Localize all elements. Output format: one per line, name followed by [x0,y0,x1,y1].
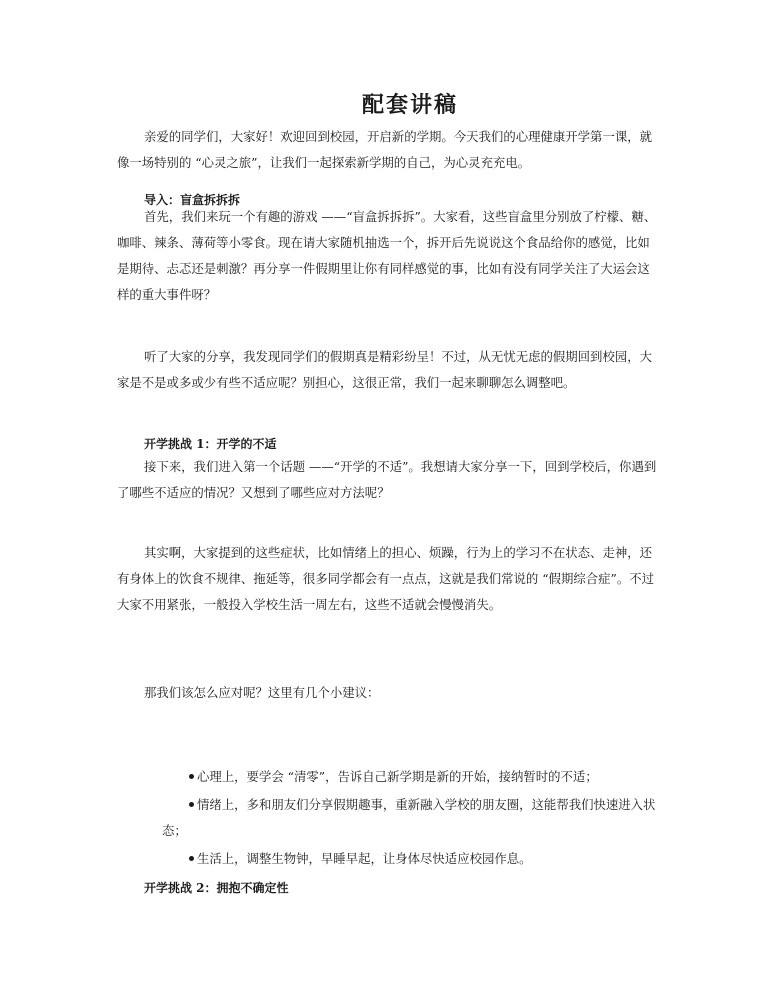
intro-paragraph: 亲爱的同学们，大家好！欢迎回到校园，开启新的学期。今天我们的心理健康开学第一课，就像一场特别的 “心灵之旅”，让我们一起探索新学期的自己，为心灵充充电。 [117,129,653,170]
suggestions-intro-paragraph: 那我们该怎么应对呢？这里有几个小建议： [144,685,380,700]
game-paragraph: 首先，我们来玩一个有趣的游戏 ——“盲盒拆拆拆”。大家看，这些盲盒里分别放了柠檬、糖、咖啡、辣条、薄荷等小零食。现在请大家随机抽选一个，拆开后先说说这个食品给你的感觉，比如是期待、忐忑还是刺激？再分享一件假期里让你有同样感觉的事，比如有没有同学关注了大运会这样的重大事件呀？ [117,209,657,302]
section-heading-intro: 导入：盲盒拆拆拆 [144,193,241,207]
bullet-icon [189,856,194,861]
list-item-text: 生活上，调整生物钟，早睡早起，让身体尽快适应校园作息。 [197,851,532,866]
bullet-icon [189,774,194,779]
list-item [162,792,656,844]
discomfort-question-paragraph: 接下来，我们进入第一个话题 ——“开学的不适”。我想请大家分享一下，回到学校后，你遇到了哪些不适应的情况？又想到了哪些应对方法呢？ [117,459,657,500]
list-item-text: 心理上，要学会 “清零”，告诉自己新学期是新的开始，接纳暂时的不适； [197,769,598,784]
section-heading-challenge-2: 开学挑战 2：拥抱不确定性 [144,881,289,895]
reflection-paragraph: 听了大家的分享，我发现同学们的假期真是精彩纷呈！不过，从无忧无虑的假期回到校园，大家是不是或多或少有些不适应呢？别担心，这很正常，我们一起来聊聊怎么调整吧。 [117,349,653,390]
section-heading-challenge-1: 开学挑战 1：开学的不适 [144,437,277,451]
list-item [162,764,656,790]
bullet-icon [189,802,194,807]
holiday-syndrome-paragraph: 其实啊，大家提到的这些症状，比如情绪上的担心、烦躁，行为上的学习不在状态、走神，还有身体上的饮食不规律、拖延等，很多同学都会有一点点，这就是我们常说的 “假期综合症”。不过大家不用紧张，一般投入学校生活一周左右，这些不适就会慢慢消失。 [117,545,655,612]
list-item-text: 情绪上，多和朋友们分享假期趣事，重新融入学校的朋友圈，这能帮我们快速进入状态； [162,797,656,838]
list-item [162,846,656,872]
page-title: 配套讲稿 [361,92,458,118]
